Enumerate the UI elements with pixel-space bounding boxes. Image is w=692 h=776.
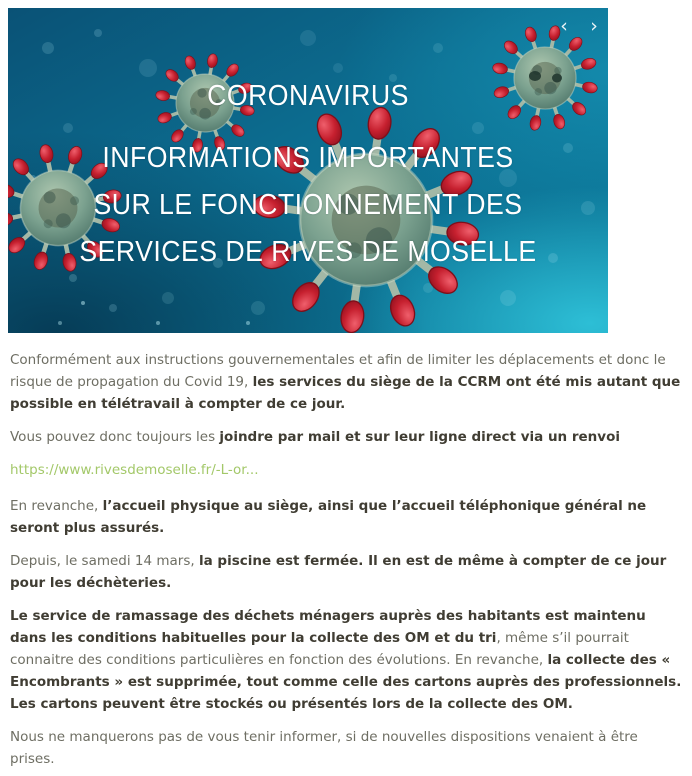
text-run: Depuis, le samedi 14 mars, [10,553,199,569]
text-run: , même s’il pourrait connaitre des conditions particulières en fonction des évolutions. En revanche, [10,630,629,668]
paragraph-contact [10,426,684,448]
text-run-bold: Le service de ramassage des déchets ménagers auprès des habitants est maintenu dans les conditions habituelles pour la collecte des OM et du tri [10,608,646,646]
paragraph-link [10,459,684,481]
virus-illustration [8,8,608,333]
text-run-bold: la collecte des « Encombrants » est supprimée, tout comme celle des cartons auprès des professionnels. Les cartons peuvent être stockés ou présentés lors de la collecte des OM. [10,652,682,712]
paragraph-dechets [10,605,684,715]
text-run-bold: les services du siège de la CCRM ont été mis autant que possible en télétravail à compter de ce jour. [10,374,681,412]
carousel-next-button[interactable] [582,14,606,38]
hero-carousel [8,8,608,333]
text-run: En revanche, [10,498,103,514]
hero-title-line-1: CORONAVIRUS [207,80,409,112]
paragraph-piscine [10,550,684,594]
carousel-prev-button[interactable] [552,14,576,38]
paragraph-accueil [10,495,684,539]
paragraph-teletravail [10,349,684,415]
paragraph-conclusion [10,726,684,770]
text-run-bold: la piscine est fermée. Il en est de même à compter de ce jour pour les déchèteries. [10,553,667,591]
text-run-bold: l’accueil physique au siège, ainsi que l’accueil téléphonique général ne seront plus assurés. [10,498,647,536]
hero-title-line-3: SUR LE FONCTIONNEMENT DES [93,189,523,221]
chevron-right-icon: › [590,15,598,37]
article-link[interactable]: https://www.rivesdemoselle.fr/-L-or... [10,462,259,478]
hero-title-line-4: SERVICES DE RIVES DE MOSELLE [79,236,537,268]
text-run: Vous pouvez donc toujours les [10,429,220,445]
text-run: Conformément aux instructions gouvernementales et afin de limiter les déplacements et donc le risque de propagation du Covid 19, [10,352,666,390]
text-run: Nous ne manquerons pas de vous tenir informer, si de nouvelles dispositions venaient à être prises. [10,729,638,767]
hero-title-line-2: INFORMATIONS IMPORTANTES [102,142,514,174]
chevron-left-icon: ‹ [560,15,568,37]
article-body [10,349,684,770]
text-run-bold: joindre par mail et sur leur ligne direct via un renvoi [219,429,620,445]
